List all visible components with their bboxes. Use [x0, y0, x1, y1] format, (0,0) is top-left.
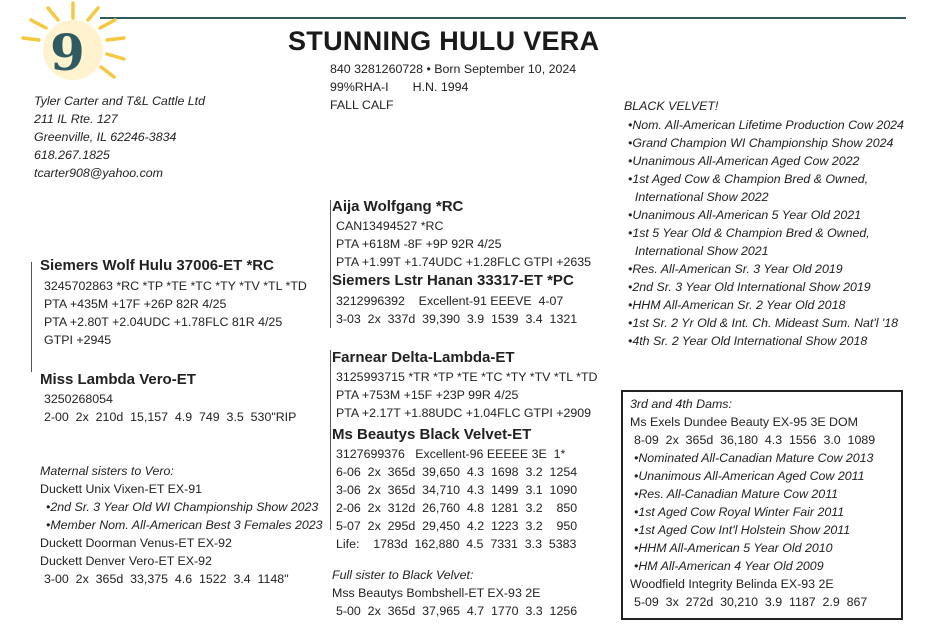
animal-id-line: 840 3281260728 • Born September 10, 2024: [330, 62, 577, 76]
dam-sire-line2: PTA +753M +15F +23P 99R 4/25: [336, 388, 519, 402]
third-dam-item: •Nominated All-Canadian Mature Cow 2013: [634, 451, 874, 465]
page-title: STUNNING HULU VERA: [288, 26, 600, 56]
consignor-name: Tyler Carter and T&L Cattle Ltd: [34, 94, 206, 108]
dam-dam-record: 5-07 2x 295d 29,450 4.2 1223 3.2 950: [336, 519, 578, 533]
dams-box-heading: 3rd and 4th Dams:: [630, 397, 732, 411]
third-dam-item: •1st Aged Cow Int'l Holstein Show 2011: [634, 523, 851, 537]
black-velvet-item: •2nd Sr. 3 Year Old International Show 2019: [628, 280, 871, 294]
full-sister-heading: Full sister to Black Velvet:: [332, 568, 474, 582]
pedigree-connector: [330, 200, 331, 328]
consignor-address2: Greenville, IL 62246-3834: [34, 130, 177, 144]
maternal-sisters-heading: Maternal sisters to Vero:: [40, 464, 174, 478]
lot-number: 9: [50, 23, 85, 82]
third-dam-name: Ms Exels Dundee Beauty EX-95 3E DOM: [630, 415, 858, 429]
consignor-address1: 211 IL Rte. 127: [34, 112, 118, 126]
black-velvet-item: •Nom. All-American Lifetime Production Cow 2024: [628, 118, 904, 132]
animal-rha-line: 99%RHA-I H.N. 1994: [330, 80, 469, 94]
sister1-note: •2nd Sr. 3 Year Old WI Championship Show 2023: [46, 500, 319, 514]
consignor-phone: 618.267.1825: [34, 148, 110, 162]
sister3-name: Duckett Denver Vero-ET EX-92: [40, 554, 212, 568]
consignor-email[interactable]: tcarter908@yahoo.com: [34, 166, 163, 180]
sire-dam-line2: 3-03 2x 337d 39,390 3.9 1539 3.4 1321: [336, 312, 578, 326]
black-velvet-item: •1st Sr. 2 Yr Old & Int. Ch. Mideast Sum. Nat'l '18: [628, 316, 899, 330]
dam-line1: 3250268054: [44, 392, 113, 406]
sister1-note: •Member Nom. All-American Best 3 Females 2023: [46, 518, 323, 532]
dam-dam-record: 6-06 2x 365d 39,650 4.3 1698 3.2 1254: [336, 465, 578, 479]
dam-sire-line3: PTA +2.17T +1.88UDC +1.04FLC GTPI +2909: [336, 406, 592, 420]
black-velvet-item: •1st 5 Year Old & Champion Bred & Owned,: [628, 226, 870, 240]
dam-dam-record: 2-06 2x 312d 26,760 4.8 1281 3.2 850: [336, 501, 578, 515]
sire-line1: 3245702863 *RC *TP *TE *TC *TY *TV *TL *TD: [44, 279, 307, 293]
sire-line3: PTA +2.80T +2.04UDC +1.78FLC 81R 4/25: [44, 315, 283, 329]
sire-sire-name: Aija Wolfgang *RC: [332, 198, 464, 215]
fourth-dam-record: 5-09 3x 272d 30,210 3.9 1187 2.9 867: [634, 595, 868, 609]
sister3-record: 3-00 2x 365d 33,375 4.6 1522 3.4 1148": [44, 572, 289, 586]
dam-dam-name: Ms Beautys Black Velvet-ET: [332, 426, 532, 443]
dam-dam-record-life: Life: 1783d 162,880 4.5 7331 3.3 5383: [336, 537, 577, 551]
third-dam-item: •Res. All-Canadian Mature Cow 2011: [634, 487, 839, 501]
black-velvet-item: •4th Sr. 2 Year Old International Show 2018: [628, 334, 868, 348]
header-rule: [100, 17, 906, 19]
sire-name: Siemers Wolf Hulu 37006-ET *RC: [40, 257, 274, 274]
animal-type: FALL CALF: [330, 98, 394, 112]
black-velvet-item: •Unanimous All-American Aged Cow 2022: [628, 154, 860, 168]
black-velvet-item: •Res. All-American Sr. 3 Year Old 2019: [628, 262, 843, 276]
sire-line4: GTPI +2945: [44, 333, 112, 347]
black-velvet-item: •1st Aged Cow & Champion Bred & Owned,: [628, 172, 869, 186]
sire-sire-line2: PTA +618M -8F +9P 92R 4/25: [336, 237, 502, 251]
sire-dam-name: Siemers Lstr Hanan 33317-ET *PC: [332, 272, 574, 289]
full-sister-name: Mss Beautys Bombshell-ET EX-93 2E: [332, 586, 541, 600]
dam-sire-name: Farnear Delta-Lambda-ET: [332, 349, 515, 366]
pedigree-connector: [31, 262, 32, 372]
black-velvet-item: •HHM All-American Sr. 2 Year Old 2018: [628, 298, 846, 312]
fourth-dam-name: Woodfield Integrity Belinda EX-93 2E: [630, 577, 834, 591]
black-velvet-item: •Unanimous All-American 5 Year Old 2021: [628, 208, 861, 222]
third-dam-item: •Unanimous All-American Aged Cow 2011: [634, 469, 865, 483]
sire-sire-line3: PTA +1.99T +1.74UDC +1.28FLC GTPI +2635: [336, 255, 592, 269]
third-dam-item: •HHM All-American 5 Year Old 2010: [634, 541, 833, 555]
black-velvet-item: International Show 2022: [628, 190, 769, 204]
sire-sire-line1: CAN13494527 *RC: [336, 219, 444, 233]
third-dam-record: 8-09 2x 365d 36,180 4.3 1556 3.0 1089: [634, 433, 876, 447]
sire-dam-line1: 3212996392 Excellent-91 EEEVE 4-07: [336, 294, 564, 308]
black-velvet-item: International Show 2021: [628, 244, 769, 258]
full-sister-record: 5-00 2x 365d 37,965 4.7 1770 3.3 1256: [336, 604, 578, 618]
sister1-name: Duckett Unix Vixen-ET EX-91: [40, 482, 203, 496]
sire-line2: PTA +435M +17F +26P 82R 4/25: [44, 297, 227, 311]
dam-sire-line1: 3125993715 *TR *TP *TE *TC *TY *TV *TL *TD: [336, 370, 598, 384]
sister2-name: Duckett Doorman Venus-ET EX-92: [40, 536, 232, 550]
black-velvet-item: •Grand Champion WI Championship Show 2024: [628, 136, 894, 150]
dam-line2: 2-00 2x 210d 15,157 4.9 749 3.5 530"RIP: [44, 410, 297, 424]
third-dam-item: •HM All-American 4 Year Old 2009: [634, 559, 824, 573]
black-velvet-heading: BLACK VELVET!: [624, 99, 719, 113]
third-dam-item: •1st Aged Cow Royal Winter Fair 2011: [634, 505, 845, 519]
dam-dam-record: 3-06 2x 365d 34,710 4.3 1499 3.1 1090: [336, 483, 578, 497]
pedigree-connector: [330, 350, 331, 530]
dam-dam-line1: 3127699376 Excellent-96 EEEEE 3E 1*: [336, 447, 566, 461]
dam-name: Miss Lambda Vero-ET: [40, 371, 196, 388]
